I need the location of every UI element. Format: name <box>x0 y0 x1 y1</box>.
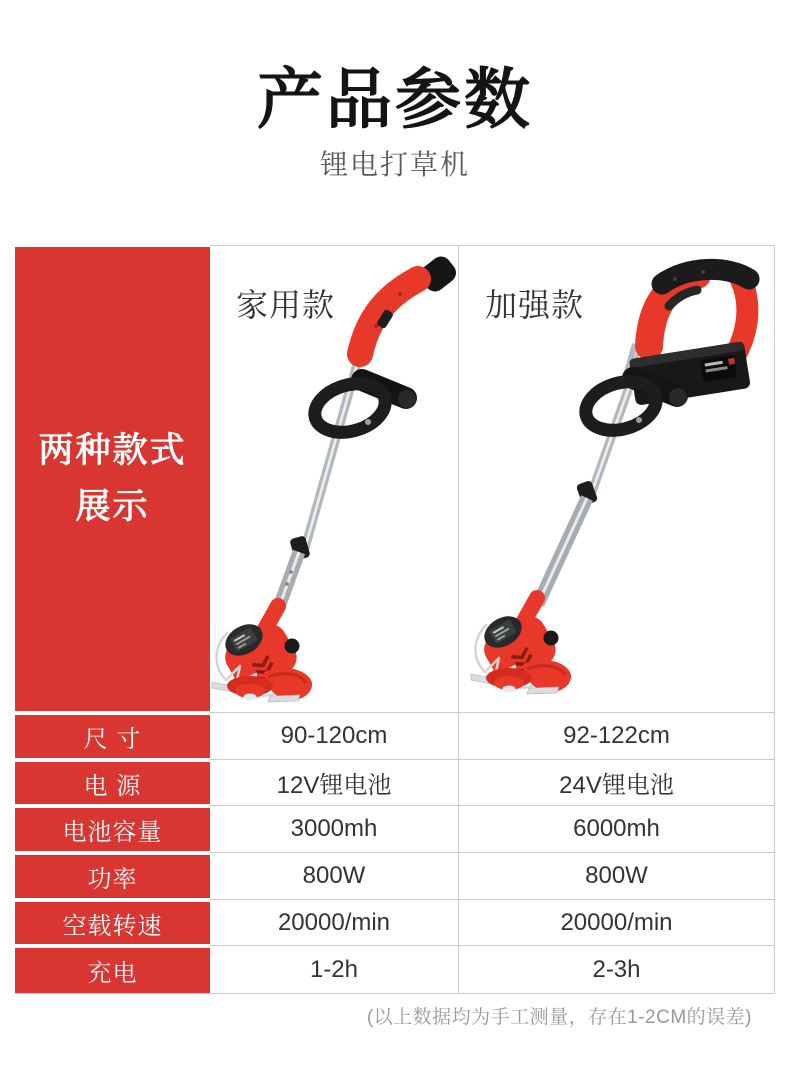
trimmer-head <box>212 606 312 702</box>
model-cell-enhanced <box>458 245 775 713</box>
spec-label: 电 源 <box>15 762 210 805</box>
trimmer-d-handle <box>580 374 687 438</box>
spec-value-home: 1-2h <box>210 946 458 993</box>
spec-label: 尺 寸 <box>15 715 210 758</box>
measurement-footnote: (以上数据均为手工测量，存在1-2CM的误差) <box>366 1007 752 1028</box>
spec-label: 电池容量 <box>15 808 210 851</box>
spec-value-home: 90-120cm <box>210 713 458 760</box>
trimmer-pistol-grip <box>649 269 749 352</box>
trimmer-d-handle <box>309 376 416 440</box>
spec-value-home: 12V锂电池 <box>210 760 458 807</box>
model-cell-home <box>210 245 458 713</box>
spec-label: 功率 <box>15 855 210 898</box>
side-banner-line1: 两种款式 <box>38 431 187 470</box>
spec-value-enhanced: 20000/min <box>458 900 775 947</box>
model-name-home: 家用款 <box>236 287 336 323</box>
spec-row-wattage <box>15 853 775 900</box>
model-name-enhanced: 加强款 <box>485 287 585 323</box>
spec-row-size <box>15 713 775 760</box>
spec-value-home: 3000mh <box>210 806 458 853</box>
page-subtitle: 锂电打草机 <box>319 149 470 180</box>
spec-value-enhanced: 6000mh <box>458 806 775 853</box>
trimmer-head <box>471 598 571 694</box>
models-row <box>15 245 775 713</box>
side-banner-line2: 展示 <box>75 487 150 526</box>
spec-row-charging <box>15 946 775 993</box>
side-banner <box>15 247 210 711</box>
spec-value-enhanced: 800W <box>458 853 775 900</box>
spec-value-enhanced: 2-3h <box>458 946 775 993</box>
spec-table <box>15 245 775 994</box>
page-title: 产品参数 <box>257 62 533 136</box>
spec-label: 空载转速 <box>15 902 210 945</box>
spec-row-no-load-speed <box>15 900 775 947</box>
spec-label: 充电 <box>15 948 210 993</box>
spec-value-enhanced: 24V锂电池 <box>458 760 775 807</box>
spec-value-home: 800W <box>210 853 458 900</box>
spec-value-enhanced: 92-122cm <box>458 713 775 760</box>
spec-row-battery-capacity <box>15 806 775 853</box>
spec-row-power-source <box>15 760 775 807</box>
trimmer-top-handle <box>360 253 458 354</box>
spec-value-home: 20000/min <box>210 900 458 947</box>
